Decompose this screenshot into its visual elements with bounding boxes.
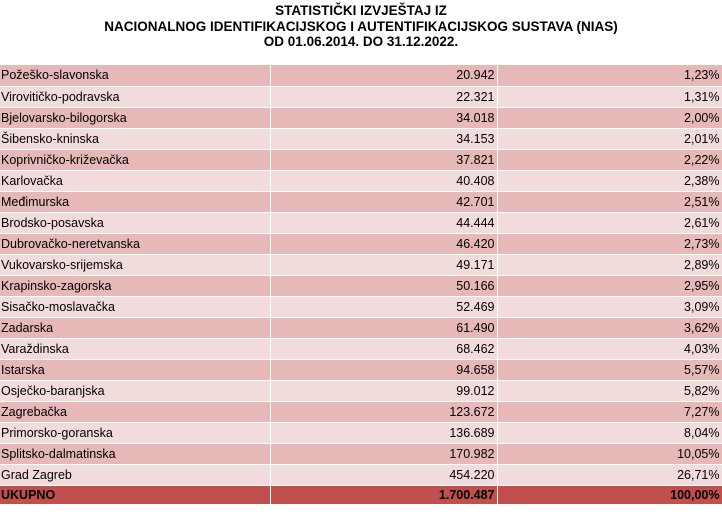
county-name-cell: Primorsko-goranska [0, 422, 270, 443]
table-row [0, 401, 722, 422]
county-name-cell: Vukovarsko-srijemska [0, 254, 270, 275]
user-count-cell: 40.408 [270, 170, 497, 191]
percentage-cell: 26,71% [497, 464, 722, 485]
county-name-cell: Sisačko-moslavačka [0, 296, 270, 317]
table-row [0, 233, 722, 254]
table-row [0, 380, 722, 401]
user-count-cell: 50.166 [270, 275, 497, 296]
county-name-cell: Istarska [0, 359, 270, 380]
county-name-cell: Zagrebačka [0, 401, 270, 422]
county-name-cell: Grad Zagreb [0, 464, 270, 485]
user-count-cell: 123.672 [270, 401, 497, 422]
percentage-cell: 5,57% [497, 359, 722, 380]
percentage-cell: 2,73% [497, 233, 722, 254]
county-name-cell: Osječko-baranjska [0, 380, 270, 401]
user-count-cell: 49.171 [270, 254, 497, 275]
percentage-cell: 2,61% [497, 212, 722, 233]
county-name-cell: Karlovačka [0, 170, 270, 191]
user-count-cell: 20.942 [270, 65, 497, 86]
user-count-cell: 94.658 [270, 359, 497, 380]
table-row [0, 317, 722, 338]
table-body [0, 65, 722, 504]
county-name-cell: Virovitičko-podravska [0, 86, 270, 107]
user-count-cell: 454.220 [270, 464, 497, 485]
report-date-range: OD 01.06.2014. DO 31.12.2022. [263, 34, 459, 49]
county-name-cell: Varaždinska [0, 338, 270, 359]
percentage-cell: 2,01% [497, 128, 722, 149]
report-title-line-1: STATISTIČKI IZVJEŠTAJ IZ [275, 3, 447, 18]
table-row [0, 65, 722, 86]
user-count-cell: 170.982 [270, 443, 497, 464]
percentage-cell: 1,31% [497, 86, 722, 107]
user-count-cell: 52.469 [270, 296, 497, 317]
user-count-cell: 44.444 [270, 212, 497, 233]
county-name-cell: Požeško-slavonska [0, 65, 270, 86]
table-row [0, 149, 722, 170]
user-count-cell: 136.689 [270, 422, 497, 443]
total-percentage-cell: 100,00% [497, 485, 722, 504]
table-row [0, 86, 722, 107]
county-name-cell: Zadarska [0, 317, 270, 338]
user-count-cell: 37.821 [270, 149, 497, 170]
table-row [0, 191, 722, 212]
report-header [0, 0, 722, 64]
total-label-cell: UKUPNO [0, 485, 270, 504]
percentage-cell: 3,62% [497, 317, 722, 338]
percentage-cell: 2,00% [497, 107, 722, 128]
total-row [0, 485, 722, 504]
percentage-cell: 3,09% [497, 296, 722, 317]
county-statistics-table [0, 65, 722, 505]
percentage-cell: 4,03% [497, 338, 722, 359]
user-count-cell: 34.153 [270, 128, 497, 149]
county-name-cell: Brodsko-posavska [0, 212, 270, 233]
county-name-cell: Šibensko-kninska [0, 128, 270, 149]
percentage-cell: 1,23% [497, 65, 722, 86]
table-row [0, 170, 722, 191]
percentage-cell: 2,38% [497, 170, 722, 191]
percentage-cell: 7,27% [497, 401, 722, 422]
table-row [0, 128, 722, 149]
county-name-cell: Bjelovarsko-bilogorska [0, 107, 270, 128]
user-count-cell: 99.012 [270, 380, 497, 401]
user-count-cell: 68.462 [270, 338, 497, 359]
table-row [0, 464, 722, 485]
county-name-cell: Međimurska [0, 191, 270, 212]
user-count-cell: 61.490 [270, 317, 497, 338]
table-row [0, 254, 722, 275]
table-row [0, 107, 722, 128]
table-row [0, 443, 722, 464]
percentage-cell: 10,05% [497, 443, 722, 464]
user-count-cell: 22.321 [270, 86, 497, 107]
county-name-cell: Dubrovačko-neretvanska [0, 233, 270, 254]
table-row [0, 338, 722, 359]
percentage-cell: 2,22% [497, 149, 722, 170]
county-name-cell: Krapinsko-zagorska [0, 275, 270, 296]
percentage-cell: 2,95% [497, 275, 722, 296]
user-count-cell: 46.420 [270, 233, 497, 254]
table-row [0, 212, 722, 233]
county-name-cell: Splitsko-dalmatinska [0, 443, 270, 464]
county-name-cell: Koprivničko-križevačka [0, 149, 270, 170]
user-count-cell: 34.018 [270, 107, 497, 128]
user-count-cell: 42.701 [270, 191, 497, 212]
table-row [0, 359, 722, 380]
percentage-cell: 5,82% [497, 380, 722, 401]
percentage-cell: 2,51% [497, 191, 722, 212]
table-row [0, 422, 722, 443]
table-row [0, 275, 722, 296]
percentage-cell: 2,89% [497, 254, 722, 275]
total-count-cell: 1.700.487 [270, 485, 497, 504]
report-title-line-2: NACIONALNOG IDENTIFIKACIJSKOG I AUTENTIFIKACIJSKOG SUSTAVA (NIAS) [104, 18, 618, 34]
table-row [0, 296, 722, 317]
percentage-cell: 8,04% [497, 422, 722, 443]
